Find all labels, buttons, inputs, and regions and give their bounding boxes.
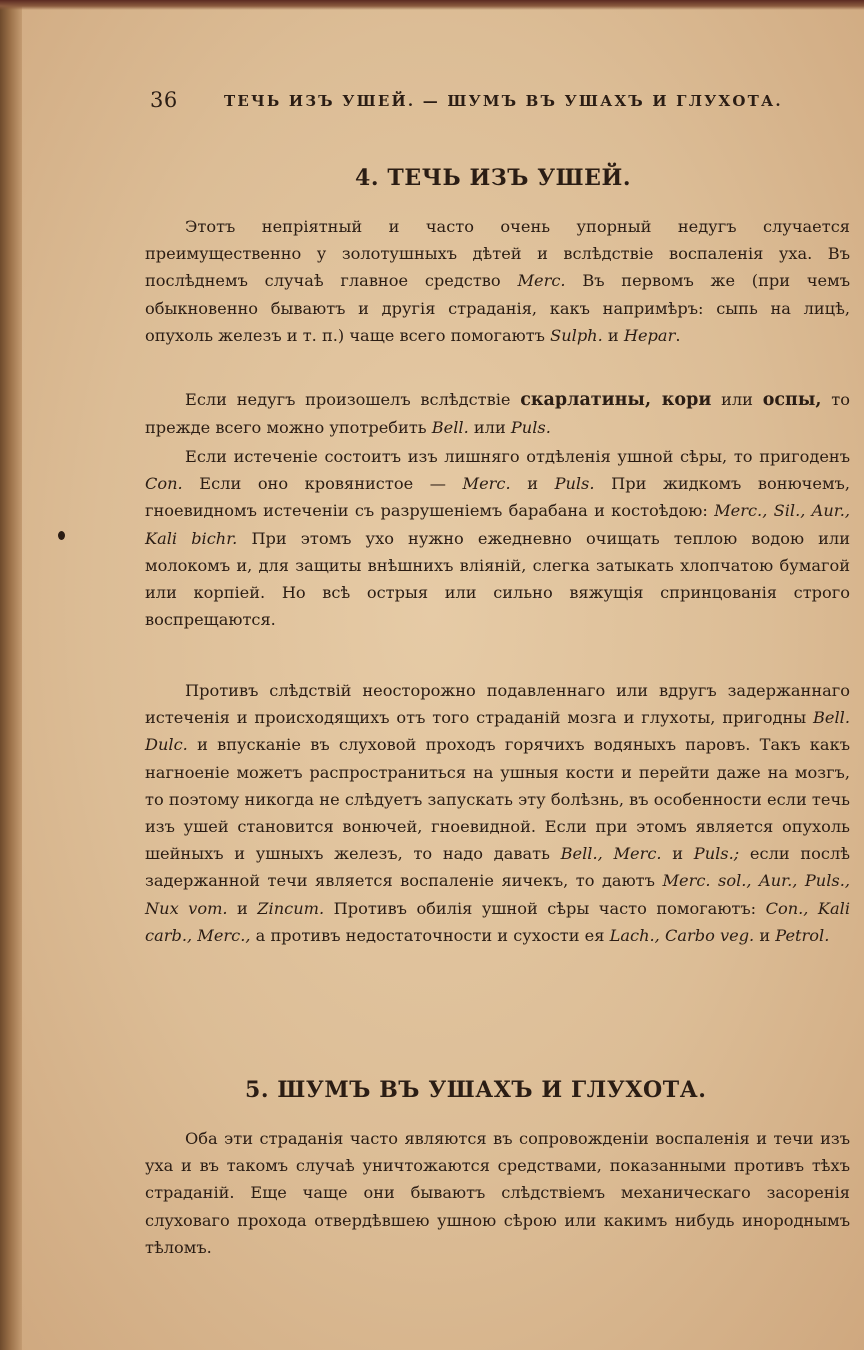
text-span: и [602, 325, 624, 345]
page-top-edge [0, 0, 864, 10]
section-heading-4: 4. ТЕЧЬ ИЗЪ УШЕЙ. [355, 165, 632, 191]
text-span: . [675, 325, 681, 345]
text-span: то прежде всего можно употребить [145, 390, 850, 438]
remedy-name: Hepar [623, 325, 676, 345]
remedy-name: Lach., Carbo veg. [609, 925, 755, 945]
text-span: Противъ слѣдствій неосторожно подавленнаго или вдругъ задержаннаго истеченія и происходящихъ отъ того страданій мозга и глухоты, пригодны [145, 681, 850, 728]
page-header [150, 88, 790, 118]
remedy-name: Merc., Sil., Aur., Kali bichr. [145, 501, 850, 548]
page-number: 36 [150, 88, 178, 112]
remedy-name: Merc. [462, 474, 511, 494]
text-span: и [754, 925, 776, 945]
disease-emphasis: оспы, [762, 390, 822, 410]
text-span: Въ первомъ же (при чемъ обыкновенно бываютъ и другія страданія, какъ напримѣръ: сыпь на лицѣ, опухоль железъ и т. п.) чаще всего помогаютъ [145, 271, 850, 345]
paragraph-1 [145, 213, 850, 349]
remedy-name: Con., Kali carb., Merc., [145, 898, 850, 945]
running-title: ТЕЧЬ ИЗЪ УШЕЙ. — ШУМЪ ВЪ УШАХЪ И ГЛУХОТА. [224, 92, 783, 110]
text-span: Оба эти страданія часто являются въ сопровожденіи воспаленія и течи изъ уха и въ такомъ случаѣ уничтожаются средствами, показанными противъ тѣхъ страданій. Еще чаще они бываютъ слѣдствіемъ механическаго засоренія слуховаго прохода отвердѣвшею ушною сѣрою или какимъ нибудь инороднымъ тѣломъ. [145, 1129, 850, 1257]
paragraph-2 [145, 386, 850, 441]
text-span: Этотъ непріятный и часто очень упорный недугъ случается преимущественно у золотушныхъ дѣтей и вслѣдствіе воспаленія уха. Въ послѣднемъ случаѣ главное средство [145, 217, 850, 291]
text-span: Противъ обилія ушной сѣры часто помогаютъ: [324, 898, 766, 918]
text-span: или [468, 418, 511, 438]
remedy-name: Bell., Merc. [560, 844, 662, 864]
text-span: и [661, 844, 694, 864]
paragraph-3 [145, 443, 850, 633]
text-span: и [227, 898, 258, 918]
text-span: Если истеченіе состоитъ изъ лишняго отдѣленія ушной сѣры, то пригоденъ [185, 447, 850, 466]
remedy-name: Petrol. [775, 925, 830, 945]
remedy-name: Puls.; [693, 844, 740, 864]
text-span: и [510, 474, 555, 494]
section-heading-5: 5. ШУМЪ ВЪ УШАХЪ И ГЛУХОТА. [245, 1077, 707, 1103]
text-span: При жидкомъ вонючемъ, гноевидномъ истеченіи съ разрушеніемъ барабана и костоѣдою: [145, 474, 850, 521]
text-span: Если недугъ произошелъ вслѣдствіе [185, 390, 521, 409]
remedy-name: Bell. Dulc. [145, 708, 850, 755]
text-span: Если оно кровянистое — [182, 474, 463, 494]
remedy-name: Zincum. [257, 898, 325, 918]
remedy-name: Con. [145, 474, 183, 494]
paragraph-5 [145, 1125, 850, 1261]
remedy-name: Sulph. [550, 325, 603, 345]
remedy-name: Puls. [554, 474, 595, 494]
text-span: и впусканіе въ слуховой проходъ горячихъ водяныхъ паровъ. Такъ какъ нагноеніе можетъ распространиться на ушныя кости и перейти даже на мозгъ, то поэтому никогда не слѣдуетъ запускать эту болѣзнь, въ особенности если течь изъ ушей становится вонючей, гноевидной. Если при этомъ является опухоль шейныхъ и ушныхъ железъ, то надо давать [145, 735, 850, 864]
paragraph-4 [145, 677, 850, 949]
text-span: или [711, 390, 763, 409]
remedy-name: Bell. [431, 418, 469, 438]
text-span: а противъ недостаточности и сухости ея [250, 925, 610, 945]
remedy-name: Merc. [517, 271, 566, 291]
text-span: При этомъ ухо нужно ежедневно очищать теплою водою или молокомъ и, для защиты внѣшнихъ вліяній, слегка затыкать хлопчатою бумагой или корпіей. Но всѣ острыя или сильно вяжущія спринцованія строго воспрещаются. [145, 528, 850, 630]
remedy-name: Merc. sol., Aur., Puls., Nux vom. [145, 871, 850, 918]
ink-spot [58, 531, 65, 540]
remedy-name: Puls. [510, 418, 551, 438]
disease-emphasis: скарлатины, кори [520, 390, 712, 410]
text-span: если послѣ задержанной течи является воспаленіе яичекъ, то даютъ [145, 844, 850, 891]
book-spine-shadow [0, 0, 22, 1350]
